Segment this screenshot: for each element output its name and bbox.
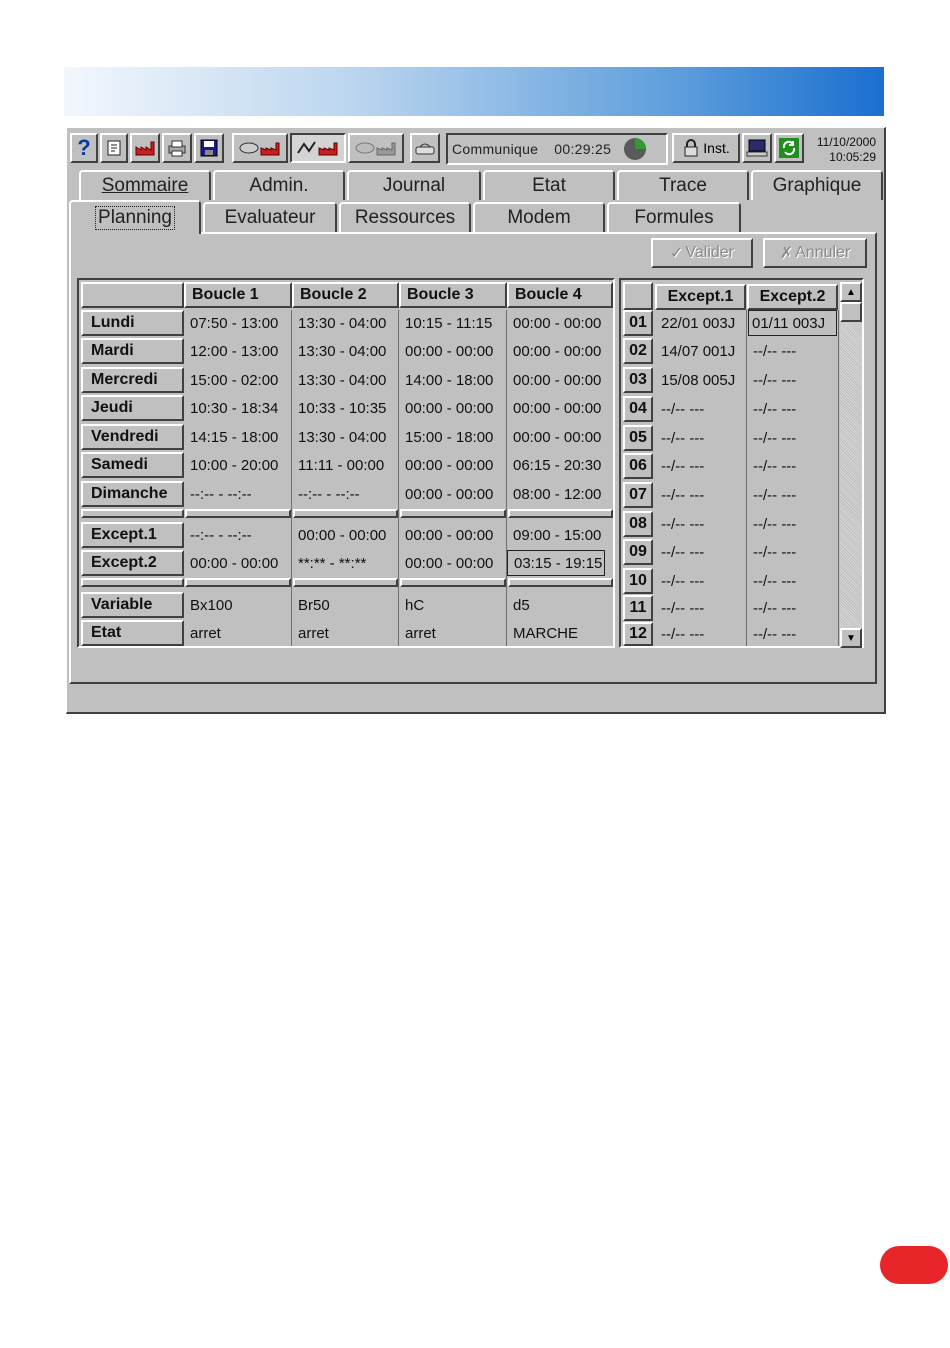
status-box <box>446 133 668 165</box>
col-header-label: Except.1 <box>667 288 734 305</box>
row-header-mercredi[interactable] <box>81 367 184 393</box>
exception-num[interactable]: 02 <box>623 338 653 364</box>
exception-cell[interactable]: --/-- --- <box>753 625 797 643</box>
modem-button[interactable] <box>410 133 440 163</box>
curve-button[interactable] <box>290 133 346 163</box>
row-header-label: Except.1 <box>91 526 157 543</box>
row-header-vendredi[interactable] <box>81 424 184 450</box>
separator <box>185 578 291 587</box>
exception-cell[interactable]: --/-- --- <box>661 572 705 590</box>
separator <box>400 509 506 518</box>
schedule-cell[interactable]: 14:00 - 18:00 <box>405 371 494 389</box>
row-header-label: Etat <box>91 624 122 641</box>
exception-cell[interactable]: --/-- --- <box>753 400 797 418</box>
exception-cell[interactable]: --/-- --- <box>753 572 797 590</box>
grid-corner <box>81 282 184 308</box>
help-icon: ? <box>77 135 91 160</box>
save-icon <box>199 138 219 158</box>
col-header-label: Boucle 4 <box>515 286 582 303</box>
row-header-except2[interactable] <box>81 550 184 576</box>
schedule-cell[interactable]: 00:00 - 00:00 <box>513 314 602 332</box>
factory-gray-button[interactable] <box>348 133 404 163</box>
tab-label: Evaluateur <box>224 207 316 228</box>
clock <box>817 135 876 165</box>
scroll-down-button[interactable] <box>840 628 862 648</box>
scroll-thumb[interactable] <box>840 302 862 322</box>
computer-button[interactable] <box>742 133 772 163</box>
scroll-up-button[interactable] <box>840 282 862 302</box>
exception-cell[interactable]: --/-- --- <box>753 543 797 561</box>
tab-label: Ressources <box>354 207 456 228</box>
exception-cell[interactable]: --/-- --- <box>753 371 797 389</box>
col-header-boucle4[interactable] <box>507 282 613 308</box>
pie-icon <box>623 137 647 161</box>
exception-cell[interactable]: --/-- --- <box>661 400 705 418</box>
validate-button[interactable] <box>651 238 753 268</box>
exception-cell[interactable]: 22/01 003J <box>661 314 736 332</box>
separator <box>400 578 506 587</box>
exception-cell[interactable]: --/-- --- <box>661 543 705 561</box>
factory-icon <box>134 139 156 157</box>
row-header-label: Mardi <box>91 342 134 359</box>
tab-ressources[interactable] <box>339 202 471 232</box>
col-header-label: Boucle 3 <box>407 286 474 303</box>
schedule-cell[interactable]: 09:00 - 15:00 <box>513 526 602 544</box>
tab-label: Admin. <box>249 175 309 196</box>
arrow-down-icon: ▼ <box>846 632 856 644</box>
exception-num[interactable]: 05 <box>623 425 653 451</box>
row-header-label: Samedi <box>91 456 148 473</box>
schedule-cell[interactable]: 12:00 - 13:00 <box>190 342 279 360</box>
exception-cell[interactable]: --/-- --- <box>753 429 797 447</box>
exception-num[interactable]: 06 <box>623 453 653 479</box>
exception-cell[interactable]: --/-- --- <box>753 486 797 504</box>
row-header-label: Lundi <box>91 314 135 331</box>
schedule-cell-selected[interactable]: 03:15 - 19:15 <box>507 550 605 576</box>
schedule-cell[interactable]: 14:15 - 18:00 <box>190 428 279 446</box>
grid-line <box>838 310 839 646</box>
schedule-cell[interactable]: 00:00 - 00:00 <box>513 371 602 389</box>
vertical-scrollbar[interactable] <box>840 282 862 648</box>
arrow-up-icon: ▲ <box>846 286 856 298</box>
etat-cell: arret <box>190 624 221 642</box>
tab-formules[interactable] <box>607 202 741 232</box>
tab-label: Trace <box>659 175 707 196</box>
exception-cell[interactable]: --/-- --- <box>661 486 705 504</box>
schedule-cell[interactable]: 00:00 - 00:00 <box>513 428 602 446</box>
schedule-cell[interactable]: 15:00 - 02:00 <box>190 371 279 389</box>
clock-time: 10:05:29 <box>829 150 876 164</box>
col-header-except1[interactable] <box>655 284 746 310</box>
col-header-except2[interactable] <box>747 284 838 310</box>
exception-cell[interactable]: --/-- --- <box>661 429 705 447</box>
cancel-label: Annuler <box>795 244 851 261</box>
printer-icon <box>166 139 188 157</box>
schedule-cell[interactable]: 00:00 - 00:00 <box>190 554 279 572</box>
schedule-cell[interactable]: 00:00 - 00:00 <box>405 526 494 544</box>
save-button[interactable] <box>194 133 224 163</box>
etat-cell: arret <box>405 624 436 642</box>
exception-cell[interactable]: --/-- --- <box>661 515 705 533</box>
separator <box>508 578 613 587</box>
schedule-cell[interactable]: **:** - **:** <box>298 554 367 572</box>
exception-num[interactable]: 10 <box>623 568 653 594</box>
variable-cell[interactable]: Br50 <box>298 596 330 614</box>
schedule-cell[interactable]: 00:00 - 00:00 <box>513 399 602 417</box>
schedule-cell[interactable]: 00:00 - 00:00 <box>405 456 494 474</box>
row-header-label: Jeudi <box>91 399 133 416</box>
schedule-cell[interactable]: 11:11 - 00:00 <box>298 456 385 474</box>
exception-cell[interactable]: --/-- --- <box>753 599 797 617</box>
tab-label: Graphique <box>772 175 862 196</box>
loops-button[interactable] <box>232 133 288 163</box>
exception-cell[interactable]: --/-- --- <box>753 342 797 360</box>
tab-journal[interactable] <box>347 170 481 200</box>
validate-label: Valider <box>685 244 735 261</box>
row-header-label: Mercredi <box>91 371 158 388</box>
schedule-cell[interactable]: 00:00 - 00:00 <box>405 485 494 503</box>
schedule-cell[interactable]: 10:30 - 18:34 <box>190 399 279 417</box>
separator <box>81 509 184 518</box>
tab-sommaire[interactable] <box>79 170 211 200</box>
help-button[interactable] <box>70 133 98 163</box>
schedule-cell[interactable]: 13:30 - 04:00 <box>298 314 387 332</box>
modem-icon <box>414 139 436 157</box>
row-header-lundi[interactable] <box>81 310 184 336</box>
curve-icon <box>295 138 341 158</box>
exception-cell[interactable]: 15/08 005J <box>661 371 736 389</box>
row-header-samedi[interactable] <box>81 452 184 478</box>
exception-num[interactable]: 07 <box>623 482 653 508</box>
clock-date: 11/10/2000 <box>816 135 876 149</box>
exception-cell-selected[interactable]: 01/11 003J <box>748 310 837 336</box>
schedule-cell[interactable]: 15:00 - 18:00 <box>405 428 494 446</box>
tab-planning[interactable] <box>69 200 201 234</box>
schedule-cell[interactable]: 13:30 - 04:00 <box>298 428 387 446</box>
variable-cell[interactable]: hC <box>405 596 425 614</box>
schedule-cell[interactable]: 10:15 - 11:15 <box>405 314 493 332</box>
schedule-cell[interactable]: 13:30 - 04:00 <box>298 342 387 360</box>
tab-label: Modem <box>507 207 571 228</box>
row-header-label: Variable <box>91 596 153 613</box>
schedule-cell[interactable]: 10:33 - 10:35 <box>298 399 387 417</box>
schedule-cell[interactable]: 07:50 - 13:00 <box>190 314 279 332</box>
lock-icon <box>682 138 700 158</box>
row-header-variable[interactable] <box>81 592 184 618</box>
schedule-cell[interactable]: 00:00 - 00:00 <box>513 342 602 360</box>
row-header-label: Dimanche <box>91 485 168 502</box>
schedule-cell[interactable]: 10:00 - 20:00 <box>190 456 279 474</box>
computer-icon <box>746 138 768 158</box>
variable-cell[interactable]: Bx100 <box>190 596 233 614</box>
grid-corner <box>623 282 653 310</box>
schedule-grid <box>77 278 615 648</box>
separator <box>81 578 184 587</box>
row-header-etat[interactable] <box>81 620 184 646</box>
exception-cell[interactable]: --/-- --- <box>661 457 705 475</box>
row-header-dimanche[interactable] <box>81 481 184 507</box>
exception-cell[interactable]: --/-- --- <box>753 457 797 475</box>
col-header-boucle3[interactable] <box>399 282 507 308</box>
app-window <box>66 127 886 714</box>
exception-num[interactable]: 08 <box>623 511 653 537</box>
factory-gray-icon <box>353 138 399 158</box>
schedule-cell[interactable]: 00:00 - 00:00 <box>405 342 494 360</box>
row-header-except1[interactable] <box>81 522 184 548</box>
exception-cell[interactable]: --/-- --- <box>753 515 797 533</box>
cancel-icon: ✗ <box>779 245 794 262</box>
exception-cell[interactable]: --/-- --- <box>661 625 705 643</box>
etat-cell: arret <box>298 624 329 642</box>
col-header-label: Except.2 <box>759 288 826 305</box>
col-header-label: Boucle 2 <box>300 286 367 303</box>
row-header-mardi[interactable] <box>81 338 184 364</box>
exception-num[interactable]: 03 <box>623 367 653 393</box>
tab-admin[interactable] <box>213 170 345 200</box>
row-header-label: Except.2 <box>91 554 157 571</box>
schedule-cell[interactable]: --:-- - --:-- <box>190 526 252 544</box>
col-header-boucle2[interactable] <box>292 282 399 308</box>
separator <box>185 509 291 518</box>
page-badge <box>880 1246 948 1284</box>
status-area <box>69 648 877 712</box>
separator <box>293 509 398 518</box>
row-header-label: Vendredi <box>91 428 159 445</box>
tab-label: Etat <box>532 175 566 196</box>
loops-icon <box>237 138 283 158</box>
exception-num[interactable]: 12 <box>623 622 653 646</box>
schedule-cell[interactable]: 00:00 - 00:00 <box>405 399 494 417</box>
row-header-jeudi[interactable] <box>81 395 184 421</box>
etat-cell: MARCHE <box>513 624 579 642</box>
header-banner <box>64 67 884 116</box>
status-time: 00:29:25 <box>554 141 612 157</box>
exception-num[interactable]: 04 <box>623 396 653 422</box>
variable-cell[interactable]: d5 <box>513 596 530 614</box>
exception-cell[interactable]: 14/07 001J <box>661 342 736 360</box>
refresh-button[interactable] <box>774 133 804 163</box>
tab-etat[interactable] <box>483 170 615 200</box>
tab-label: Planning <box>95 206 175 230</box>
factory-button[interactable] <box>130 133 160 163</box>
schedule-cell[interactable]: --:-- - --:-- <box>190 485 252 503</box>
separator <box>508 509 613 518</box>
cancel-button[interactable] <box>763 238 867 268</box>
toolbar <box>70 131 882 165</box>
notepad-icon <box>105 139 123 157</box>
schedule-cell[interactable]: 00:00 - 00:00 <box>405 554 494 572</box>
exception-num[interactable]: 01 <box>623 310 653 336</box>
schedule-cell[interactable]: 00:00 - 00:00 <box>298 526 387 544</box>
refresh-icon <box>778 137 800 159</box>
install-button[interactable] <box>672 133 740 163</box>
separator <box>293 578 398 587</box>
col-header-boucle1[interactable] <box>184 282 292 308</box>
exception-num[interactable]: 09 <box>623 539 653 565</box>
tab-label: Sommaire <box>101 175 189 196</box>
tab-label: Formules <box>634 207 714 228</box>
status-label: Communique <box>452 141 539 157</box>
notepad-button[interactable] <box>100 133 128 163</box>
print-button[interactable] <box>162 133 192 163</box>
tab-modem[interactable] <box>473 202 605 232</box>
schedule-cell[interactable]: 08:00 - 12:00 <box>513 485 602 503</box>
tab-trace[interactable] <box>617 170 749 200</box>
exception-num[interactable]: 11 <box>623 595 653 621</box>
tab-evaluateur[interactable] <box>203 202 337 232</box>
col-header-label: Boucle 1 <box>192 286 259 303</box>
tab-label: Journal <box>382 175 446 196</box>
exception-cell[interactable]: --/-- --- <box>661 599 705 617</box>
check-icon: ✓ <box>669 245 684 262</box>
schedule-cell[interactable]: 06:15 - 20:30 <box>513 456 602 474</box>
schedule-cell[interactable]: 13:30 - 04:00 <box>298 371 387 389</box>
install-label: Inst. <box>703 140 730 156</box>
tab-graphique[interactable] <box>751 170 883 200</box>
exceptions-grid <box>619 278 864 648</box>
schedule-cell[interactable]: --:-- - --:-- <box>298 485 360 503</box>
